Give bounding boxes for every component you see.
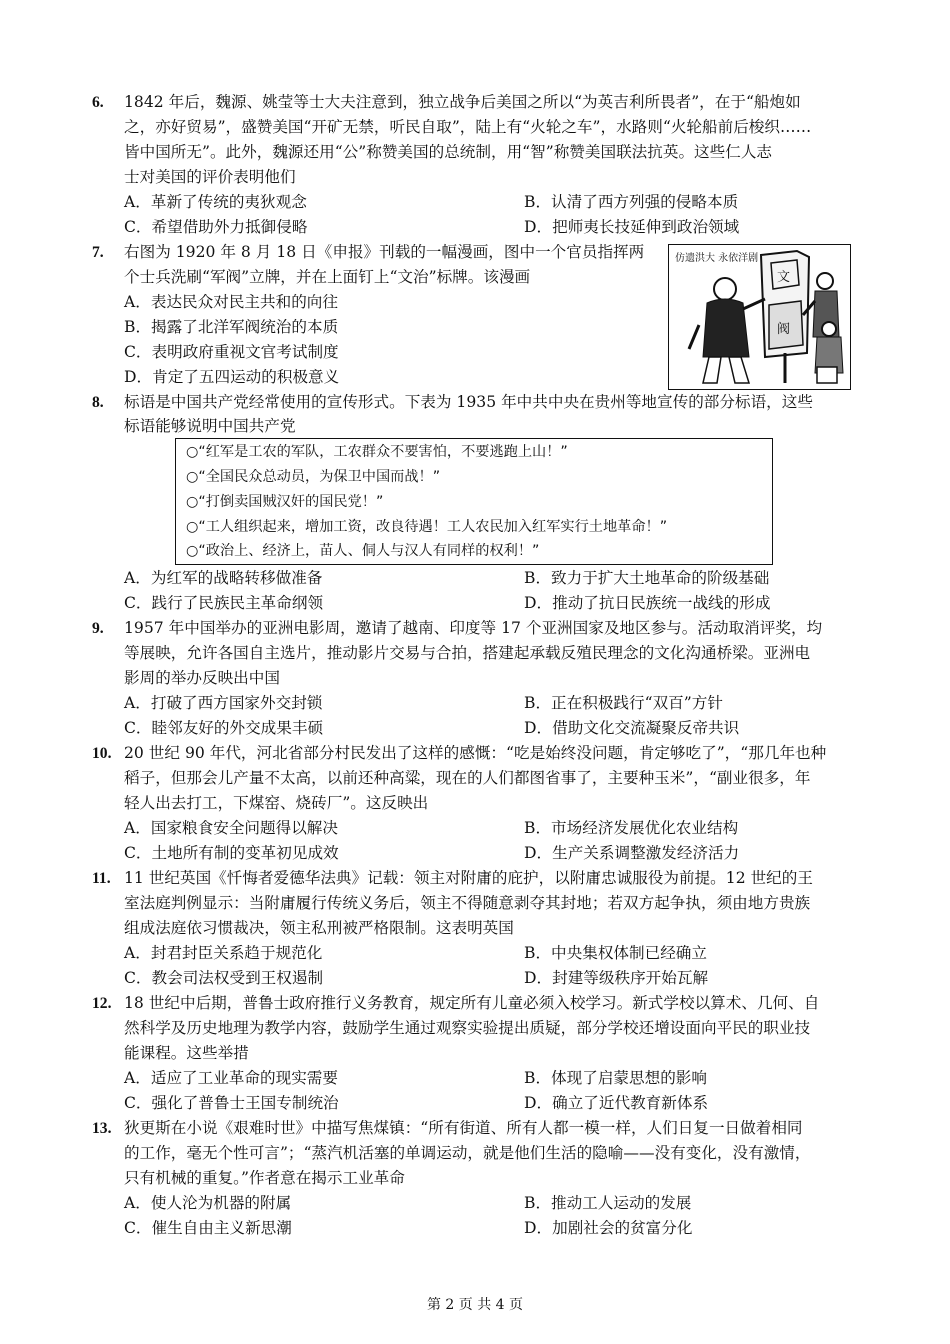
slogan-table [175,438,773,565]
question-text: 个士兵洗刷“军阀”立牌，并在上面钉上“文治”标牌。该漫画 [124,268,531,286]
question-text: 只有机械的重复。”作者意在揭示工业革命 [124,1169,405,1187]
option-a[interactable]: A．使人沦为机器的附属 [124,1194,292,1212]
option-d[interactable]: D．加剧社会的贫富分化 [524,1219,693,1237]
cartoon-image [668,244,851,390]
option-c[interactable]: C．践行了民族民主革命纲领 [124,594,324,612]
question-text: 之，亦好贸易”，盛赞美国“开矿无禁，听民自取”，陆上有“火轮之车”，水路则“火轮船前后梭织…… [124,118,812,136]
question-text: 标语是中国共产党经常使用的宣传形式。下表为 1935 年中共中央在贵州等地宣传的部分标语，这些 [124,393,813,411]
question-number: 13. [92,1120,112,1137]
option-a[interactable]: A．打破了西方国家外交封锁 [124,694,323,712]
question-text: 11 世纪英国《忏悔者爱德华法典》记载：领主对附庸的庇护，以附庸忠诚服役为前提。12 世纪的王 [124,869,813,887]
question-text: 影周的举办反映出中国 [124,669,280,687]
option-c[interactable]: C．催生自由主义新思潮 [124,1219,292,1237]
question-text: 组成法庭依习惯裁决，领主私刑被严格限制。这表明英国 [124,919,514,937]
question-text: 皆中国所无”。此外，魏源还用“公”称赞美国的总统制，用“智”称赞美国联法抗英。这些仁人志 [124,143,773,161]
question-text: 轻人出去打工，下煤窑、烧砖厂”。这反映出 [124,794,429,812]
option-b[interactable]: B．致力于扩大土地革命的阶级基础 [524,569,770,587]
svg-text:阀: 阀 [777,322,791,337]
question-number: 8. [92,394,104,411]
question-text: 18 世纪中后期，普鲁士政府推行义务教育，规定所有儿童必须入校学习。新式学校以算术、几何、自 [124,994,820,1012]
option-c[interactable]: C．强化了普鲁士王国专制统治 [124,1094,339,1112]
option-c[interactable]: C．希望借助外力抵御侵略 [124,218,308,236]
option-a[interactable]: A．适应了工业革命的现实需要 [124,1069,338,1087]
question-text: 稻子，但那会儿产量不太高，以前还种高粱，现在的人们都图省事了，主要种玉米”，“副业很多，年 [124,769,811,787]
option-c[interactable]: C．睦邻友好的外交成果丰硕 [124,719,324,737]
option-c[interactable]: C．土地所有制的变革初见成效 [124,844,339,862]
question-number: 11. [92,870,111,887]
option-b[interactable]: B．正在积极践行“双百”方针 [524,694,723,712]
page-footer: 第 2 页 共 4 页 [426,1297,524,1313]
question-text: 然科学及历史地理为教学内容，鼓励学生通过观察实验提出质疑，部分学校还增设面向平民的职业技 [124,1019,811,1037]
option-a[interactable]: A．革新了传统的夷狄观念 [124,193,307,211]
question-text: 的工作，毫无个性可言”；“蒸汽机活塞的单调运动，就是他们生活的隐喻——没有变化，没有激情， [124,1144,811,1162]
question-text: 右图为 1920 年 8 月 18 日《申报》刊载的一幅漫画，图中一个官员指挥两 [124,243,645,261]
cartoon-caption: 仿遗洪大 永依洋剧 [675,253,759,264]
question-text: 能课程。这些举措 [124,1044,249,1062]
question-text: 狄更斯在小说《艰难时世》中描写焦煤镇：“所有街道、所有人都一模一样，人们日复一日做着相同 [124,1119,803,1137]
question-text: 等展映，允许各国自主选片，推动影片交易与合拍，搭建起承载反殖民理念的文化沟通桥梁。亚洲电 [124,644,811,662]
option-c[interactable]: C．表明政府重视文官考试制度 [124,343,339,361]
option-d[interactable]: D．借助文化交流凝聚反帝共识 [524,719,740,737]
question-text: 20 世纪 90 年代，河北省部分村民发出了这样的感慨：“吃是始终没问题，肯定够吃了”，“那几年也种 [124,744,827,762]
option-a[interactable]: A．封君封臣关系趋于规范化 [124,944,323,962]
option-b[interactable]: B．市场经济发展优化农业结构 [524,819,739,837]
slogan-item: ○“政治上、经济上，苗人、侗人与汉人有同样的权利！” [186,543,540,559]
svg-text:文: 文 [777,270,791,285]
option-b[interactable]: B．认清了西方列强的侵略本质 [524,193,739,211]
option-d[interactable]: D．肯定了五四运动的积极意义 [124,368,340,386]
option-b[interactable]: B．中央集权体制已经确立 [524,944,707,962]
slogan-item: ○“全国民众总动员，为保卫中国而战！” [186,469,441,485]
question-text: 室法庭判例显示：当附庸履行传统义务后，领主不得随意剥夺其封地；若双方起争执，须由地方贵族 [124,894,811,912]
slogan-item: ○“红军是工农的军队，工农群众不要害怕，不要逃跑上山！” [186,444,568,460]
question-number: 10. [92,745,112,762]
question-text: 1957 年中国举办的亚洲电影周，邀请了越南、印度等 17 个亚洲国家及地区参与。活动取消评奖，均 [124,619,823,637]
option-d[interactable]: D．推动了抗日民族统一战线的形成 [524,594,771,612]
question-number: 6. [92,94,104,111]
option-a[interactable]: A．国家粮食安全问题得以解决 [124,819,338,837]
option-d[interactable]: D．封建等级秩序开始瓦解 [524,969,709,987]
question-text: 标语能够说明中国共产党 [124,417,296,435]
option-b[interactable]: B．推动工人运动的发展 [524,1194,692,1212]
slogan-item: ○“打倒卖国贼汉奸的国民党！” [186,494,384,510]
question-number: 7. [92,244,104,261]
option-b[interactable]: B．揭露了北洋军阀统治的本质 [124,318,339,336]
question-text: 1842 年后，魏源、姚莹等士大夫注意到，独立战争后美国之所以“为英吉利所畏者”，在于“船炮如 [124,93,801,111]
option-d[interactable]: D．生产关系调整激发经济活力 [524,844,740,862]
option-b[interactable]: B．体现了启蒙思想的影响 [524,1069,707,1087]
question-number: 12. [92,995,112,1012]
slogan-item: ○“工人组织起来，增加工资，改良待遇！工人农民加入红军实行土地革命！” [186,519,668,535]
question-number: 9. [92,620,104,637]
option-d[interactable]: D．把师夷长技延伸到政治领域 [524,218,740,236]
question-text: 士对美国的评价表明他们 [124,168,296,186]
option-a[interactable]: A．表达民众对民主共和的向往 [124,293,338,311]
option-c[interactable]: C．教会司法权受到王权遏制 [124,969,324,987]
option-d[interactable]: D．确立了近代教育新体系 [524,1094,709,1112]
option-a[interactable]: A．为红军的战略转移做准备 [124,569,323,587]
